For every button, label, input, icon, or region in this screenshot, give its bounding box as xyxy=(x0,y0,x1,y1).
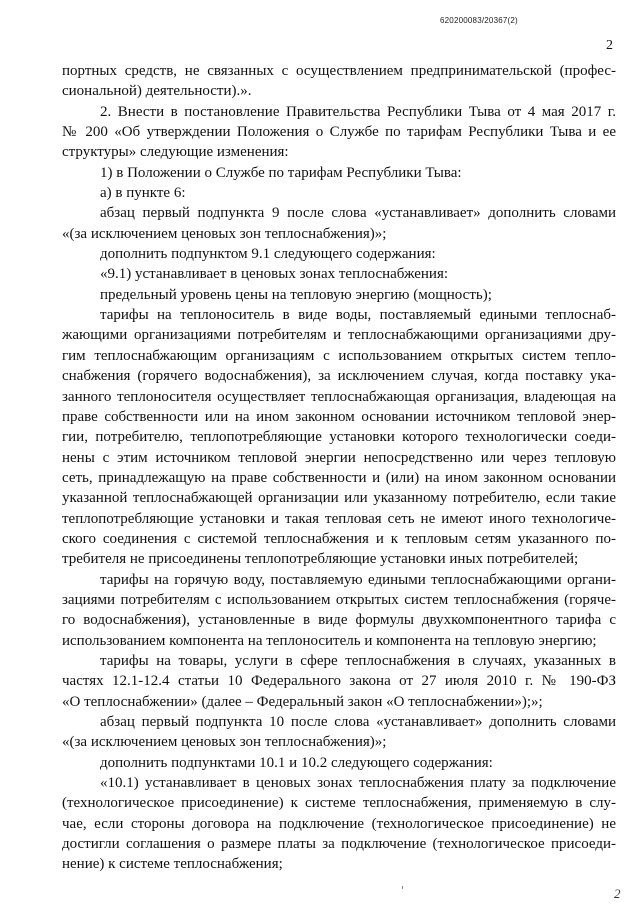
text-line: 2. Внести в постановление Правительства Республики Тыва от 4 мая 2017 г. xyxy=(100,103,616,120)
text-line: сиональной) деятельности).». xyxy=(62,83,252,100)
text-line: № 200 «Об утверждении Положения о Службе по тарифам Республики Тыва и ее xyxy=(62,124,616,141)
text-line: 1) в Положении о Службе по тарифам Республики Тыва: xyxy=(100,164,462,181)
text-line: использованием компонента на теплоноситель и компонента на тепловую энергию; xyxy=(62,632,597,649)
text-line: ского соединения с системой теплоснабжения и к тепловым сетям указанного по- xyxy=(62,530,616,547)
text-line: достигли соглашения о размере платы за подключение (технологическое присоеди- xyxy=(62,836,616,853)
text-line: «(за исключением ценовых зон теплоснабжения)»; xyxy=(62,225,387,242)
text-line: предельный уровень цены на тепловую энергию (мощность); xyxy=(100,286,492,303)
text-line: тарифы на товары, услуги в сфере теплоснабжения в случаях, указанных в xyxy=(100,652,616,669)
scan-tick-mark xyxy=(402,886,403,889)
text-line: дополнить подпунктом 9.1 следующего содержания: xyxy=(100,246,436,263)
text-line: чае, если стороны договора на подключение (технологическое присоединение) не xyxy=(62,815,616,832)
text-line: абзац первый подпункта 10 после слова «устанавливает» дополнить словами xyxy=(100,714,616,730)
text-line: нение) к системе теплоснабжения; xyxy=(62,856,283,873)
text-line: «10.1) устанавливает в ценовых зонах теплоснабжения плату за подключение xyxy=(100,775,616,792)
text-line: частях 12.1-12.4 статьи 10 Федерального закона от 27 июля 2010 г. № 190-ФЗ xyxy=(62,673,616,690)
text-line: требителя не присоединены теплопотребляющие установки иных потребителей; xyxy=(62,551,579,568)
text-line: портных средств, не связанных с осуществлением предпринимательской (профес- xyxy=(62,63,616,79)
text-line: гии, потребителю, теплопотребляющие установки которого технологически соеди- xyxy=(62,429,616,446)
text-line: а) в пункте 6: xyxy=(100,185,186,202)
text-line: сеть, принадлежащую на праве собственности и (или) на ином законном основании xyxy=(62,469,616,486)
page-number: 2 xyxy=(606,38,613,53)
text-line: зациями потребителям с использованием открытых систем теплоснабжения (горяче- xyxy=(62,591,616,608)
text-line: «О теплоснабжении» (далее – Федеральный закон «О теплоснабжении»);»; xyxy=(62,693,543,710)
text-line: нены с этим источником тепловой энергии непосредственно или через тепловую xyxy=(62,449,616,466)
text-line: тарифы на теплоноситель в виде воды, поставляемый едиными теплоснаб- xyxy=(100,307,616,324)
text-line: занного теплоносителя осуществляет теплоснабжающая организация, владеющая на xyxy=(62,388,616,405)
text-line: указанной теплоснабжающей организации или указанному потребителю, если такие xyxy=(62,490,616,507)
text-line: жающими организациями потребителям и теплоснабжающими организациями дру- xyxy=(62,327,616,344)
document-id: 620200083/20367(2) xyxy=(440,16,518,25)
text-line: структуры» следующие изменения: xyxy=(62,144,289,161)
text-line: гим теплоснабжающим организациям с использованием открытых систем тепло- xyxy=(62,347,616,364)
text-line: (технологическое присоединение) к системе теплоснабжения, применяемую в слу- xyxy=(62,795,616,812)
corner-mark: 2 xyxy=(614,886,621,901)
text-line: теплопотребляющие установки и такая тепловая сеть не имеют иного технологиче- xyxy=(62,510,616,527)
text-line: праве собственности или на ином законном основании источником тепловой энер- xyxy=(62,408,616,425)
text-line: абзац первый подпункта 9 после слова «устанавливает» дополнить словами xyxy=(100,205,616,222)
text-line: тарифы на горячую воду, поставляемую едиными теплоснабжающими органи- xyxy=(100,571,616,588)
text-line: «(за исключением ценовых зон теплоснабжения)»; xyxy=(62,734,387,751)
text-line: снабжения (горячего водоснабжения), за исключением случая, когда поставку ука- xyxy=(62,368,616,385)
document-body xyxy=(62,61,616,875)
text-line: дополнить подпунктами 10.1 и 10.2 следующего содержания: xyxy=(100,754,493,771)
text-line: «9.1) устанавливает в ценовых зонах теплоснабжения: xyxy=(100,266,449,283)
text-line: го водоснабжения), установленные в виде формулы двухкомпонентного тарифа с xyxy=(62,612,616,629)
